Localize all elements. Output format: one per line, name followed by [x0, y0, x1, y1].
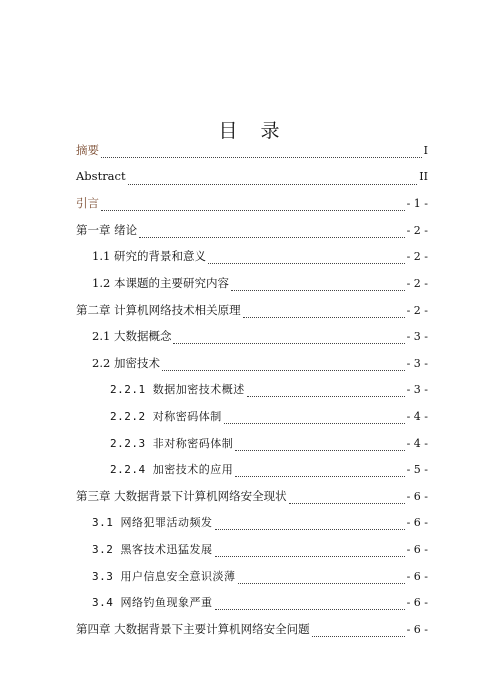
toc-entry[interactable]	[110, 461, 428, 481]
toc-entry[interactable]	[92, 541, 428, 561]
toc-entry-label: 3.2 黑客技术迅猛发展	[92, 543, 213, 556]
dot-leader	[289, 503, 405, 504]
toc-entry-page: - 2 -	[406, 303, 428, 317]
toc-entry[interactable]	[76, 195, 428, 215]
toc-entry[interactable]	[110, 408, 428, 428]
toc-entry-label: Abstract	[76, 168, 126, 183]
toc-entry-page: - 3 -	[406, 383, 428, 397]
toc-entry[interactable]	[76, 488, 428, 508]
toc-entry[interactable]	[76, 621, 428, 641]
toc-entry-label: 1.1 研究的背景和意义	[92, 249, 206, 264]
toc-entry-page: - 6 -	[406, 543, 428, 556]
toc-entry-page: - 1 -	[406, 197, 428, 211]
dot-leader	[215, 529, 405, 530]
toc-entry-page: - 6 -	[406, 622, 428, 636]
toc-entry-label: 2.2.1 数据加密技术概述	[110, 383, 245, 397]
toc-entry-page: - 3 -	[406, 330, 428, 344]
dot-leader	[235, 450, 404, 451]
toc-entry-page: - 4 -	[406, 436, 428, 450]
toc-entry[interactable]	[110, 381, 428, 401]
toc-entry-page: - 5 -	[406, 463, 428, 477]
toc-entry-page: - 6 -	[406, 596, 428, 610]
toc-entry[interactable]	[92, 514, 428, 534]
toc-entry-label: 第四章 大数据背景下主要计算机网络安全问题	[76, 621, 310, 636]
toc-entry-page: - 6 -	[406, 516, 428, 530]
toc-entry[interactable]	[76, 142, 428, 162]
toc-entry[interactable]	[92, 568, 428, 588]
toc-entry-label: 2.2 加密技术	[92, 355, 160, 370]
toc-entry-label: 2.2.2 对称密码体制	[110, 410, 222, 423]
toc-entry-page: - 2 -	[406, 223, 428, 237]
toc-entry[interactable]	[92, 275, 428, 295]
toc-entry-page: I	[423, 144, 428, 157]
toc-entry-label: 引言	[76, 196, 99, 211]
toc-entry-label: 3.3 用户信息安全意识淡薄	[92, 569, 236, 583]
dot-leader	[101, 157, 422, 158]
toc-entry-label: 2.1 大数据概念	[92, 329, 172, 344]
toc-entry[interactable]	[92, 328, 428, 348]
toc-entry-label: 2.2.3 非对称密码体制	[110, 436, 234, 450]
dot-leader	[215, 556, 405, 557]
toc-entry-label: 第三章 大数据背景下计算机网络安全现状	[76, 488, 287, 503]
dot-leader	[128, 184, 418, 185]
dot-leader	[173, 343, 404, 344]
toc-entry-label: 3.4 网络钓鱼现象严重	[92, 596, 213, 610]
toc-entry-label: 摘要	[76, 143, 99, 157]
toc-entry-page: - 6 -	[406, 489, 428, 503]
toc-entry-label: 第二章 计算机网络技术相关原理	[76, 302, 241, 317]
toc-entry-page: - 3 -	[406, 356, 428, 370]
dot-leader	[235, 476, 404, 477]
toc-entry-page: - 6 -	[406, 569, 428, 583]
dot-leader	[238, 583, 405, 584]
dot-leader	[101, 210, 405, 211]
toc-entry[interactable]	[92, 248, 428, 268]
dot-leader	[312, 636, 405, 637]
toc-entry-label: 1.2 本课题的主要研究内容	[92, 276, 229, 290]
toc-entry[interactable]	[76, 302, 428, 322]
toc-entry[interactable]	[110, 435, 428, 455]
dot-leader	[243, 317, 405, 318]
toc-entry-page: - 4 -	[406, 410, 428, 423]
dot-leader	[162, 370, 405, 371]
dot-leader	[224, 423, 405, 424]
dot-leader	[247, 396, 405, 397]
toc-entry-label: 3.1 网络犯罪活动频发	[92, 516, 213, 530]
toc-entry-label: 第一章 绪论	[76, 222, 138, 237]
dot-leader	[231, 290, 405, 291]
toc-entry[interactable]	[92, 594, 428, 614]
toc-entry-page: II	[419, 169, 428, 183]
toc-entry-label: 2.2.4 加密技术的应用	[110, 463, 234, 477]
dot-leader	[215, 609, 405, 610]
toc-entry-page: - 2 -	[406, 250, 428, 264]
toc-entry[interactable]	[76, 222, 428, 242]
toc-entry[interactable]	[92, 355, 428, 375]
dot-leader	[139, 237, 404, 238]
page-title: 目 录	[218, 120, 282, 142]
toc-entry[interactable]	[76, 169, 428, 189]
toc-entry-page: - 2 -	[406, 277, 428, 290]
dot-leader	[208, 263, 405, 264]
